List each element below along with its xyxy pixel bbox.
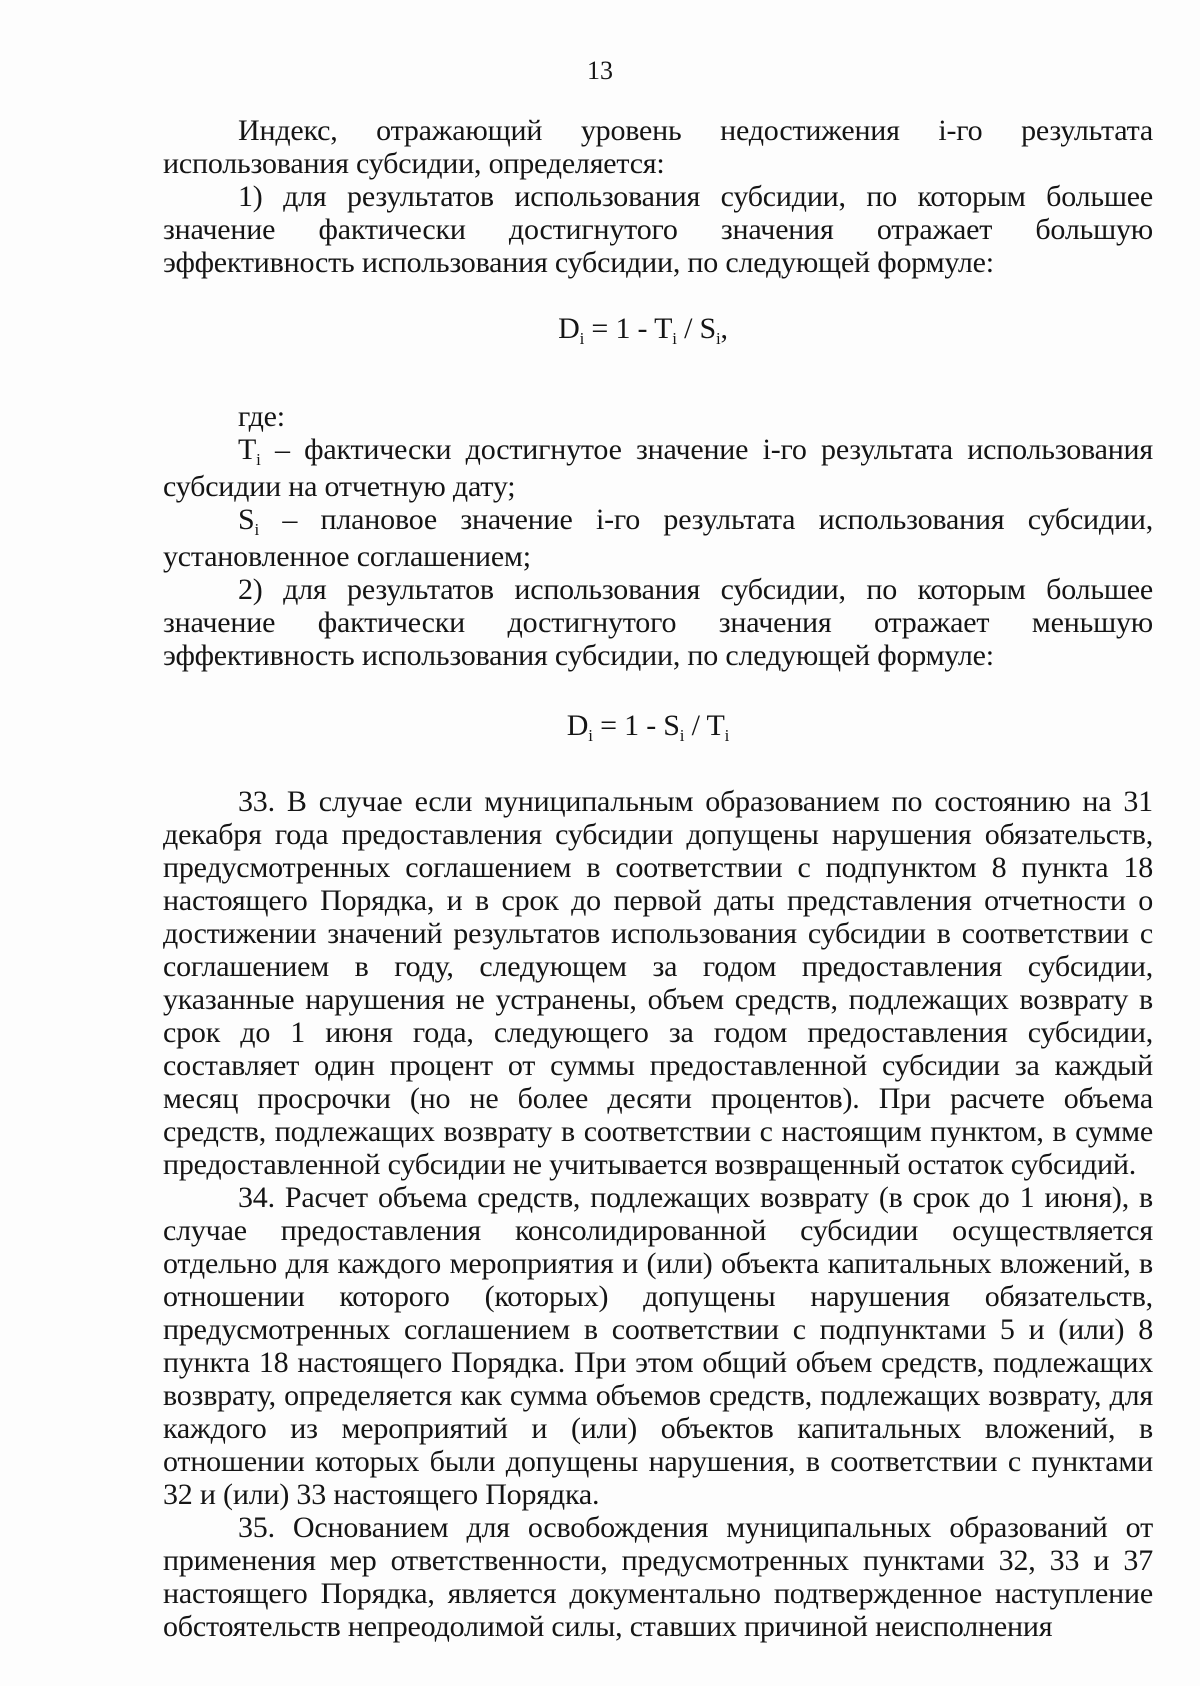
formula-1-t: T bbox=[654, 312, 673, 345]
formula-2-s-sub: i bbox=[679, 726, 685, 745]
formula-1-s: S bbox=[699, 312, 717, 345]
formula-1-tail: , bbox=[720, 312, 728, 345]
formula-1 bbox=[163, 312, 1153, 350]
paragraph-var-s bbox=[163, 503, 1153, 573]
formula-1-d: D bbox=[558, 312, 580, 345]
formula-2-op1: = 1 - bbox=[592, 709, 664, 742]
formula-2-d-sub: i bbox=[588, 726, 593, 745]
paragraph-35: 35. Основанием для освобождения муниципальных образований от применения мер ответственности, предусмотренных пунктами 32, 33 и 37 настоящего Порядка, является документально подтвержденное наступление обстоятельств непреодолимой силы, ставших причиной неисполнения bbox=[163, 1511, 1153, 1643]
var-t-description: – фактически достигнутое значение i-го результата использования субсидии на отчетную дату; bbox=[163, 433, 1153, 503]
formula-2-s: S bbox=[663, 709, 680, 742]
var-s-description: – плановое значение i-го результата использования субсидии, установленное соглашением; bbox=[163, 503, 1153, 573]
formula-1-t-sub: i bbox=[672, 329, 677, 348]
formula-2-d: D bbox=[566, 709, 589, 742]
var-t: T bbox=[238, 433, 257, 466]
formula-1-op2: / bbox=[676, 312, 700, 345]
paragraph-case-1: 1) для результатов использования субсидии, по которым большее значение фактически достигнутого значения отражает большую эффективность использования субсидии, по следующей формуле: bbox=[163, 180, 1153, 279]
formula-1-d-sub: i bbox=[579, 329, 585, 348]
formula-2-t-sub: i bbox=[724, 726, 730, 745]
paragraph-var-t bbox=[163, 433, 1153, 503]
page-number: 13 bbox=[587, 56, 613, 85]
paragraph-where: где: bbox=[238, 400, 285, 433]
formula-2 bbox=[163, 709, 1153, 747]
var-s-sub: i bbox=[254, 520, 260, 539]
paragraph-34: 34. Расчет объема средств, подлежащих возврату (в срок до 1 июня), в случае предоставления консолидированной субсидии осуществляется отдельно для каждого мероприятия и (или) объекта капитальных вложений, в отношении которого (которых) допущены нарушения обязательств, предусмотренных соглашением в соответствии с подпунктами 5 и (или) 8 пункта 18 настоящего Порядка. При этом общий объем средств, подлежащих возврату, определяется как сумма объемов средств, подлежащих возврату, для каждого из мероприятий и (или) объектов капитальных вложений, в отношении которых были допущены нарушения, в соответствии с пунктами 32 и (или) 33 настоящего Порядка. bbox=[163, 1181, 1153, 1511]
paragraph-index-definition: Индекс, отражающий уровень недостижения i-го результата использования субсидии, определяется: bbox=[163, 114, 1153, 180]
var-s: S bbox=[238, 503, 255, 536]
document-body bbox=[163, 114, 1153, 1643]
formula-2-t: T bbox=[706, 709, 725, 742]
paragraph-case-2: 2) для результатов использования субсидии, по которым большее значение фактически достигнутого значения отражает меньшую эффективность использования субсидии, по следующей формуле: bbox=[163, 573, 1153, 672]
formula-1-op1: = 1 - bbox=[584, 312, 655, 345]
formula-2-op2: / bbox=[684, 709, 707, 742]
paragraph-33: 33. В случае если муниципальным образованием по состоянию на 31 декабря года предоставления субсидии допущены нарушения обязательств, предусмотренных соглашением в соответствии с подпунктом 8 пункта 18 настоящего Порядка, и в срок до первой даты представления отчетности о достижении значений результатов использования субсидии в соответствии с соглашением в году, следующем за годом предоставления субсидии, указанные нарушения не устранены, объем средств, подлежащих возврату в срок до 1 июня года, следующего за годом предоставления субсидии, составляет один процент от суммы предоставленной субсидии за каждый месяц просрочки (но не более десяти процентов). При расчете объема средств, подлежащих возврату в соответствии с настоящим пунктом, в сумме предоставленной субсидии не учитывается возвращенный остаток субсидий. bbox=[163, 785, 1153, 1181]
formula-1-s-sub: i bbox=[716, 329, 721, 348]
var-t-sub: i bbox=[256, 450, 261, 469]
